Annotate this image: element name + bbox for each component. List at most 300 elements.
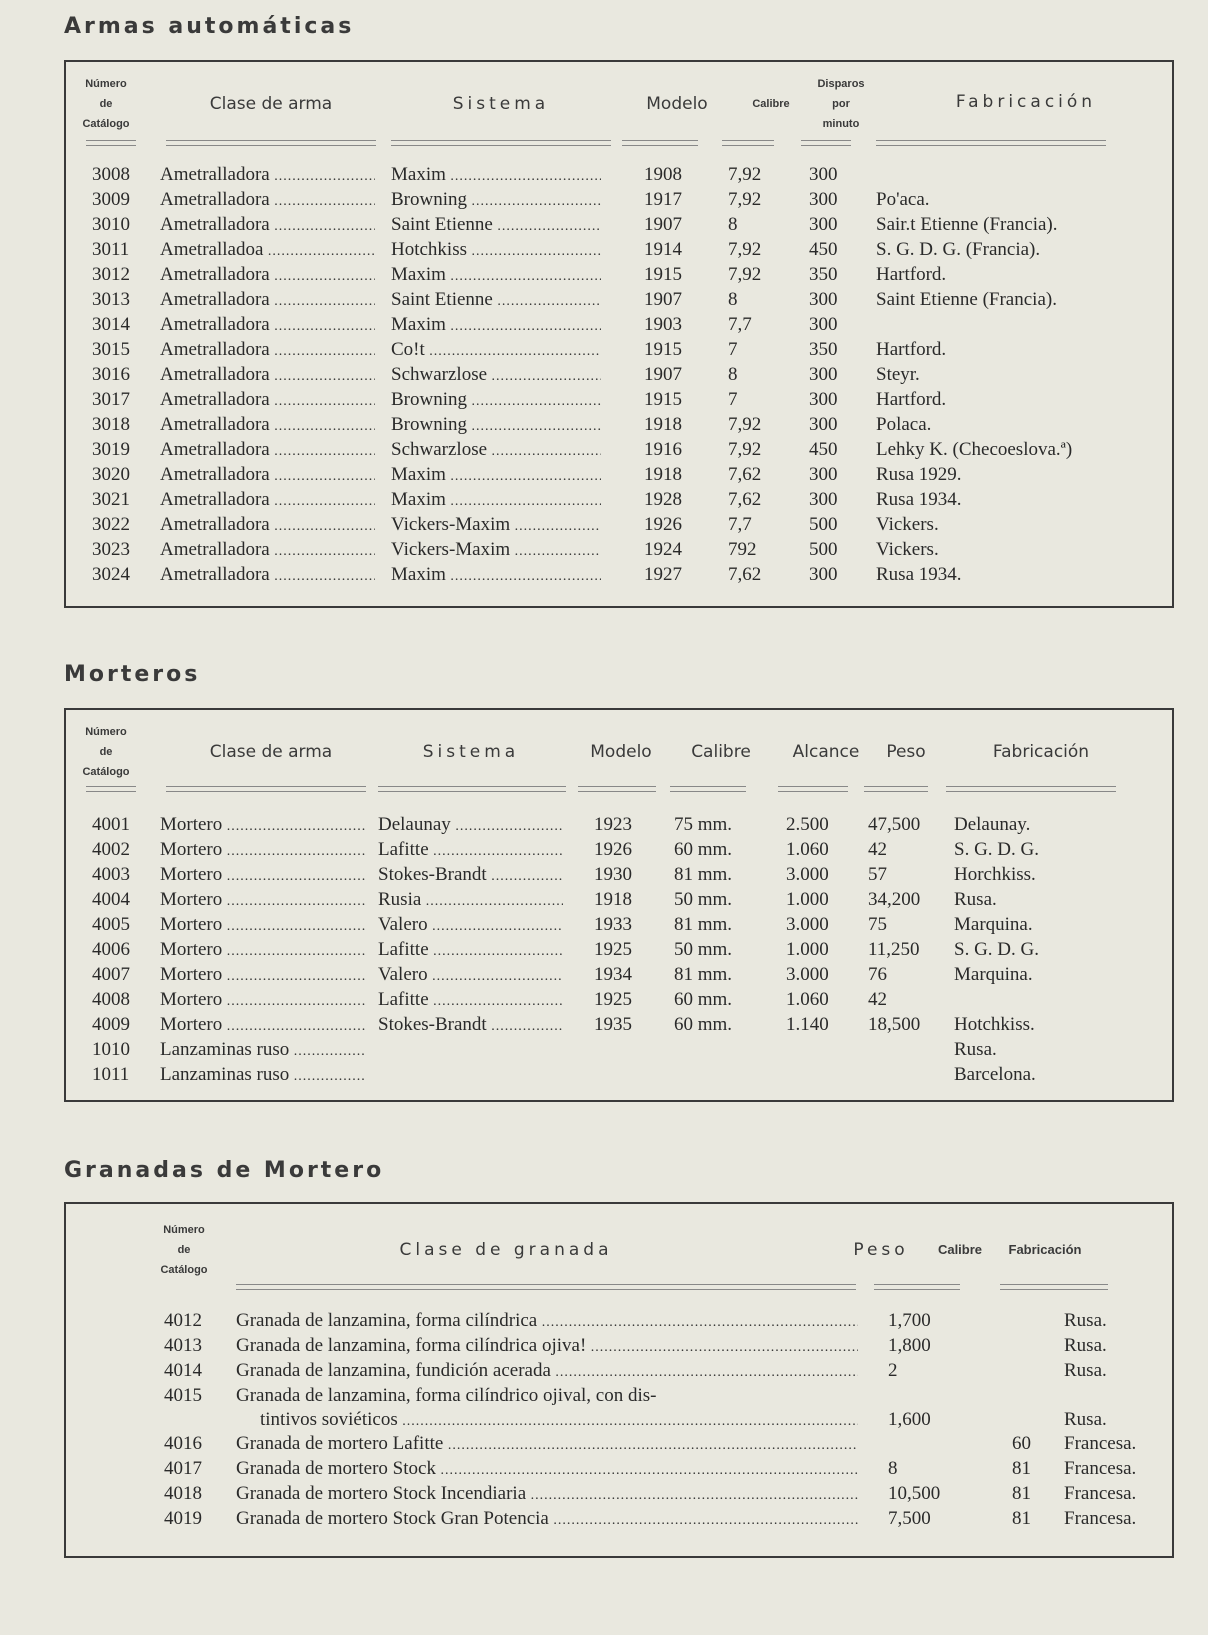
cell-peso: 34,200: [868, 889, 921, 910]
header-clase: Clase de granada: [399, 1240, 613, 1260]
header-calibre: Calibre: [691, 742, 751, 762]
cell-sistema: Lafitte .....: [378, 987, 563, 1014]
cell-sistema: Vickers-Maxim .....: [391, 537, 601, 564]
cell-fabricacion: Lehky K. (Checoeslova.ª): [876, 439, 1073, 460]
table-row: [66, 1431, 1172, 1456]
cell-clase-continuation: tintivos soviéticos .....: [260, 1407, 858, 1434]
cell-modelo: 1918: [594, 889, 632, 910]
cell-fabricacion: Marquina.: [954, 964, 1033, 985]
cell-clase: Ametralladora .....: [160, 562, 375, 589]
table-row: [66, 1012, 1172, 1037]
cell-sistema: Schwarzlose .....: [391, 437, 601, 464]
cell-fabricacion: Sair.t Etienne (Francia).: [876, 214, 1058, 235]
header-modelo: Modelo: [646, 94, 708, 114]
cell-fabricacion: Francesa.: [1064, 1483, 1137, 1504]
cell-fabricacion: Po'aca.: [876, 189, 930, 210]
cell-clase: Lanzaminas ruso .....: [160, 1062, 366, 1089]
cell-calibre: 60 mm.: [674, 989, 733, 1010]
cell-modelo: 1908: [644, 164, 682, 185]
cell-clase: Mortero .....: [160, 987, 366, 1014]
header-rule: [778, 786, 848, 792]
cell-fabricacion: Rusa 1934.: [876, 564, 962, 585]
cell-modelo: 1915: [644, 339, 682, 360]
cell-calibre: 7,92: [728, 189, 762, 210]
cell-fabricacion: Hotchkiss.: [954, 1014, 1035, 1035]
cell-disparos: 300: [809, 364, 838, 385]
table-row: [66, 162, 1172, 187]
table-row: [66, 362, 1172, 387]
cell-fabricacion: Steyr.: [876, 364, 920, 385]
table-row: [66, 462, 1172, 487]
cell-numero: 4001: [92, 814, 130, 835]
header-alcance: Alcance: [792, 742, 860, 762]
cell-calibre: 7,62: [728, 564, 762, 585]
cell-numero: 4003: [92, 864, 130, 885]
cell-sistema: Lafitte .....: [378, 837, 563, 864]
cell-alcance: 3.000: [786, 964, 829, 985]
cell-alcance: 3.000: [786, 914, 829, 935]
cell-clase: Mortero .....: [160, 1012, 366, 1039]
cell-modelo: 1930: [594, 864, 632, 885]
cell-sistema: Browning .....: [391, 187, 601, 214]
header-rule: [166, 786, 366, 792]
cell-sistema: Maxim .....: [391, 487, 601, 514]
cell-fabricacion: S. G. D. G.: [954, 839, 1039, 860]
cell-clase: Granada de lanzamina, fundición acerada .....: [236, 1358, 858, 1385]
cell-clase: Ametralladora .....: [160, 437, 375, 464]
cell-sistema: Stokes-Brandt .....: [378, 1012, 563, 1039]
cell-clase: Ametralladora .....: [160, 262, 375, 289]
cell-calibre: 7,92: [728, 439, 762, 460]
cell-fabricacion: Horchkiss.: [954, 864, 1036, 885]
table-row: [66, 1456, 1172, 1481]
header-numero: Número de Catálogo: [160, 1224, 208, 1276]
cell-fabricacion: Delaunay.: [954, 814, 1031, 835]
cell-disparos: 350: [809, 339, 838, 360]
cell-clase: Granada de lanzamina, forma cilíndrico ojival, con dis-: [236, 1385, 657, 1406]
cell-calibre: 7,92: [728, 239, 762, 260]
cell-calibre: 7,7: [728, 314, 752, 335]
header-rule: [670, 786, 746, 792]
cell-numero: 4009: [92, 1014, 130, 1035]
header-sistema: Sistema: [452, 94, 550, 114]
cell-sistema: Maxim .....: [391, 162, 601, 189]
header-rule: [722, 140, 774, 146]
cell-disparos: 300: [809, 389, 838, 410]
cell-peso: 8: [888, 1458, 898, 1479]
cell-numero: 3017: [92, 389, 130, 410]
header-fabricacion: Fabricación: [1008, 1242, 1082, 1257]
cell-sistema: Schwarzlose .....: [391, 362, 601, 389]
cell-alcance: 1.000: [786, 889, 829, 910]
cell-numero: 4015: [164, 1385, 202, 1406]
cell-numero: 3010: [92, 214, 130, 235]
cell-sistema: Saint Etienne .....: [391, 212, 601, 239]
header-rule: [86, 786, 136, 792]
table-row: [66, 212, 1172, 237]
header-rule: [876, 140, 1106, 146]
cell-calibre: 60 mm.: [674, 1014, 733, 1035]
cell-sistema: Delaunay .....: [378, 812, 563, 839]
cell-sistema: Valero .....: [378, 912, 563, 939]
table-row: [66, 1358, 1172, 1383]
cell-calibre: 81: [1012, 1483, 1031, 1504]
armas-rows: [66, 162, 1172, 587]
cell-sistema: Valero .....: [378, 962, 563, 989]
cell-numero: 3014: [92, 314, 130, 335]
cell-peso: 2: [888, 1360, 898, 1381]
cell-numero: 4019: [164, 1508, 202, 1529]
cell-calibre: 7: [728, 339, 738, 360]
cell-disparos: 300: [809, 414, 838, 435]
cell-sistema: Rusia .....: [378, 887, 563, 914]
cell-calibre: 7,62: [728, 464, 762, 485]
cell-disparos: 450: [809, 239, 838, 260]
cell-sistema: Co!t .....: [391, 337, 601, 364]
cell-calibre: 75 mm.: [674, 814, 733, 835]
cell-sistema: Maxim .....: [391, 562, 601, 589]
cell-calibre: 81: [1012, 1458, 1031, 1479]
cell-numero: 3022: [92, 514, 130, 535]
cell-calibre: 8: [728, 214, 738, 235]
cell-fabricacion: Francesa.: [1064, 1508, 1137, 1529]
header-rule: [166, 140, 376, 146]
cell-disparos: 300: [809, 489, 838, 510]
cell-alcance: 1.140: [786, 1014, 829, 1035]
cell-modelo: 1927: [644, 564, 682, 585]
header-peso: Peso: [853, 1240, 909, 1260]
cell-sistema: Maxim .....: [391, 312, 601, 339]
cell-clase: Mortero .....: [160, 937, 366, 964]
cell-modelo: 1926: [644, 514, 682, 535]
cell-fabricacion: Rusa.: [1064, 1409, 1107, 1430]
granadas-rows: [66, 1308, 1172, 1531]
cell-sistema: Maxim .....: [391, 262, 601, 289]
cell-modelo: 1907: [644, 364, 682, 385]
cell-modelo: 1918: [644, 464, 682, 485]
cell-clase: Ametralladora .....: [160, 512, 375, 539]
cell-fabricacion: S. G. D. G.: [954, 939, 1039, 960]
table-row: [66, 487, 1172, 512]
table-row: [66, 412, 1172, 437]
cell-sistema: Maxim .....: [391, 462, 601, 489]
cell-fabricacion: Barcelona.: [954, 1064, 1036, 1085]
cell-fabricacion: Francesa.: [1064, 1458, 1137, 1479]
cell-fabricacion: Polaca.: [876, 414, 932, 435]
cell-modelo: 1915: [644, 389, 682, 410]
cell-numero: 4018: [164, 1483, 202, 1504]
header-rule: [874, 1284, 960, 1290]
cell-clase: Ametralladoa .....: [160, 237, 375, 264]
cell-calibre: 8: [728, 364, 738, 385]
cell-clase: Granada de mortero Stock .....: [236, 1456, 858, 1483]
cell-alcance: 1.060: [786, 839, 829, 860]
cell-fabricacion: Hartford.: [876, 339, 947, 360]
header-rule: [1000, 1284, 1108, 1290]
cell-numero: 1011: [92, 1064, 130, 1085]
cell-calibre: 60: [1012, 1433, 1031, 1454]
cell-clase: Granada de lanzamina, forma cilíndrica ojiva! .....: [236, 1333, 858, 1360]
cell-numero: 4007: [92, 964, 130, 985]
cell-disparos: 300: [809, 464, 838, 485]
cell-clase: Ametralladora .....: [160, 312, 375, 339]
cell-numero: 4014: [164, 1360, 202, 1381]
table-row: [66, 1308, 1172, 1333]
table-row: [66, 512, 1172, 537]
cell-disparos: 300: [809, 214, 838, 235]
header-rule: [86, 140, 136, 146]
cell-peso: 57: [868, 864, 887, 885]
cell-clase: Mortero .....: [160, 962, 366, 989]
cell-numero: 3023: [92, 539, 130, 560]
cell-peso: 75: [868, 914, 887, 935]
cell-numero: 3013: [92, 289, 130, 310]
cell-disparos: 500: [809, 539, 838, 560]
cell-calibre: 7: [728, 389, 738, 410]
cell-alcance: 1.060: [786, 989, 829, 1010]
table-row: [66, 387, 1172, 412]
table-row: [66, 1481, 1172, 1506]
cell-calibre: 50 mm.: [674, 939, 733, 960]
cell-peso: 7,500: [888, 1508, 931, 1529]
header-modelo: Modelo: [590, 742, 652, 762]
table-row: [66, 1383, 1172, 1431]
cell-calibre: 81: [1012, 1508, 1031, 1529]
cell-modelo: 1914: [644, 239, 682, 260]
table-row: [66, 812, 1172, 837]
morteros-rows: [66, 812, 1172, 1087]
cell-sistema: Stokes-Brandt .....: [378, 862, 563, 889]
table-row: [66, 937, 1172, 962]
cell-fabricacion: Hartford.: [876, 389, 947, 410]
table-row: [66, 187, 1172, 212]
table-row: [66, 1506, 1172, 1531]
cell-numero: 3019: [92, 439, 130, 460]
cell-clase: Ametralladora .....: [160, 362, 375, 389]
cell-calibre: 81 mm.: [674, 864, 733, 885]
cell-clase: Mortero .....: [160, 812, 366, 839]
header-rule: [864, 786, 928, 792]
cell-modelo: 1925: [594, 939, 632, 960]
cell-modelo: 1926: [594, 839, 632, 860]
cell-sistema: Lafitte .....: [378, 937, 563, 964]
cell-clase: Mortero .....: [160, 837, 366, 864]
morteros-title: Morteros: [64, 662, 201, 687]
cell-modelo: 1935: [594, 1014, 632, 1035]
cell-numero: 4008: [92, 989, 130, 1010]
cell-sistema: Browning .....: [391, 412, 601, 439]
header-rule: [578, 786, 656, 792]
header-peso: Peso: [886, 742, 926, 762]
cell-clase: Mortero .....: [160, 887, 366, 914]
cell-clase: Granada de mortero Stock Incendiaria .....: [236, 1481, 858, 1508]
cell-fabricacion: Marquina.: [954, 914, 1033, 935]
cell-alcance: 3.000: [786, 864, 829, 885]
cell-modelo: 1907: [644, 214, 682, 235]
table-row: [66, 437, 1172, 462]
cell-clase: Ametralladora .....: [160, 337, 375, 364]
cell-numero: 3020: [92, 464, 130, 485]
cell-fabricacion: Rusa.: [954, 889, 997, 910]
cell-clase: Lanzaminas ruso .....: [160, 1037, 366, 1064]
cell-clase: Granada de mortero Stock Gran Potencia .....: [236, 1506, 858, 1533]
cell-alcance: 1.000: [786, 939, 829, 960]
cell-calibre: 7,92: [728, 164, 762, 185]
cell-disparos: 300: [809, 564, 838, 585]
cell-clase: Ametralladora .....: [160, 162, 375, 189]
cell-fabricacion: Saint Etienne (Francia).: [876, 289, 1057, 310]
cell-modelo: 1903: [644, 314, 682, 335]
morteros-table: [64, 708, 1174, 1102]
cell-clase: Mortero .....: [160, 912, 366, 939]
armas-title: Armas automáticas: [64, 14, 355, 39]
header-rule: [378, 786, 566, 792]
cell-calibre: 7,7: [728, 514, 752, 535]
cell-modelo: 1924: [644, 539, 682, 560]
table-row: [66, 287, 1172, 312]
cell-calibre: 792: [728, 539, 757, 560]
cell-sistema: Hotchkiss .....: [391, 237, 601, 264]
header-rule: [801, 140, 851, 146]
cell-numero: 4017: [164, 1458, 202, 1479]
table-row: [66, 1062, 1172, 1087]
cell-clase: Ametralladora .....: [160, 212, 375, 239]
table-row: [66, 1333, 1172, 1358]
header-clase: Clase de arma: [209, 94, 333, 114]
cell-disparos: 300: [809, 289, 838, 310]
table-row: [66, 962, 1172, 987]
cell-fabricacion: Vickers.: [876, 539, 939, 560]
cell-numero: 4004: [92, 889, 130, 910]
cell-peso: 18,500: [868, 1014, 921, 1035]
header-rule: [946, 786, 1116, 792]
cell-fabricacion: Francesa.: [1064, 1433, 1137, 1454]
cell-peso: 76: [868, 964, 887, 985]
table-row: [66, 562, 1172, 587]
cell-clase: Ametralladora .....: [160, 537, 375, 564]
cell-clase: Ametralladora .....: [160, 287, 375, 314]
cell-numero: 4012: [164, 1310, 202, 1331]
cell-calibre: 7,92: [728, 414, 762, 435]
cell-peso: 1,700: [888, 1310, 931, 1331]
cell-numero: 3024: [92, 564, 130, 585]
header-clase: Clase de arma: [209, 742, 333, 762]
cell-modelo: 1917: [644, 189, 682, 210]
cell-clase: Ametralladora .....: [160, 412, 375, 439]
cell-numero: 3021: [92, 489, 130, 510]
cell-clase: Ametralladora .....: [160, 462, 375, 489]
cell-alcance: 2.500: [786, 814, 829, 835]
cell-disparos: 300: [809, 189, 838, 210]
cell-sistema: Vickers-Maxim .....: [391, 512, 601, 539]
cell-disparos: 450: [809, 439, 838, 460]
cell-numero: 4002: [92, 839, 130, 860]
cell-modelo: 1933: [594, 914, 632, 935]
cell-calibre: 81 mm.: [674, 914, 733, 935]
table-row: [66, 312, 1172, 337]
table-row: [66, 887, 1172, 912]
cell-disparos: 300: [809, 164, 838, 185]
table-row: [66, 237, 1172, 262]
cell-peso: 42: [868, 839, 887, 860]
cell-clase: Ametralladora .....: [160, 187, 375, 214]
table-row: [66, 337, 1172, 362]
cell-modelo: 1915: [644, 264, 682, 285]
cell-calibre: 60 mm.: [674, 839, 733, 860]
table-row: [66, 987, 1172, 1012]
cell-calibre: 81 mm.: [674, 964, 733, 985]
cell-numero: 4016: [164, 1433, 202, 1454]
table-row: [66, 1037, 1172, 1062]
header-numero: Número de Catálogo: [82, 726, 130, 778]
cell-fabricacion: Rusa.: [1064, 1335, 1107, 1356]
cell-modelo: 1925: [594, 989, 632, 1010]
cell-disparos: 300: [809, 314, 838, 335]
cell-modelo: 1907: [644, 289, 682, 310]
cell-fabricacion: Rusa 1929.: [876, 464, 962, 485]
cell-fabricacion: Hartford.: [876, 264, 947, 285]
header-calibre: Calibre: [937, 1242, 983, 1257]
cell-modelo: 1918: [644, 414, 682, 435]
cell-clase: Granada de lanzamina, forma cilíndrica .....: [236, 1308, 858, 1335]
cell-fabricacion: Rusa.: [954, 1039, 997, 1060]
table-row: [66, 262, 1172, 287]
header-sistema: Sistema: [422, 742, 520, 762]
table-row: [66, 537, 1172, 562]
cell-clase: Granada de mortero Lafitte .....: [236, 1431, 858, 1458]
header-fabricacion: Fabricación: [992, 742, 1090, 762]
cell-numero: 1010: [92, 1039, 130, 1060]
cell-modelo: 1928: [644, 489, 682, 510]
header-disparos: Disparos por minuto: [817, 78, 865, 130]
cell-fabricacion: Rusa.: [1064, 1310, 1107, 1331]
cell-calibre: 7,62: [728, 489, 762, 510]
cell-calibre: 7,92: [728, 264, 762, 285]
cell-numero: 3008: [92, 164, 130, 185]
cell-numero: 3012: [92, 264, 130, 285]
granadas-table: [64, 1202, 1174, 1558]
cell-modelo: 1934: [594, 964, 632, 985]
cell-numero: 3011: [92, 239, 130, 260]
cell-numero: 3018: [92, 414, 130, 435]
cell-clase: Ametralladora .....: [160, 487, 375, 514]
cell-calibre: 50 mm.: [674, 889, 733, 910]
table-row: [66, 862, 1172, 887]
cell-peso: 1,600: [888, 1409, 931, 1430]
granadas-title: Granadas de Mortero: [64, 1158, 385, 1183]
cell-peso: 1,800: [888, 1335, 931, 1356]
header-rule: [391, 140, 611, 146]
cell-fabricacion: S. G. D. G. (Francia).: [876, 239, 1041, 260]
header-calibre: Calibre: [752, 98, 790, 110]
cell-fabricacion: Rusa 1934.: [876, 489, 962, 510]
cell-numero: 3009: [92, 189, 130, 210]
cell-numero: 4006: [92, 939, 130, 960]
cell-peso: 10,500: [888, 1483, 941, 1504]
cell-sistema: Saint Etienne .....: [391, 287, 601, 314]
cell-clase: Mortero .....: [160, 862, 366, 889]
cell-modelo: 1923: [594, 814, 632, 835]
cell-peso: 47,500: [868, 814, 921, 835]
header-numero: Número de Catálogo: [82, 78, 130, 130]
cell-peso: 11,250: [868, 939, 920, 960]
cell-modelo: 1916: [644, 439, 682, 460]
armas-table: [64, 60, 1174, 608]
table-row: [66, 837, 1172, 862]
cell-disparos: 500: [809, 514, 838, 535]
cell-sistema: Browning .....: [391, 387, 601, 414]
cell-fabricacion: Rusa.: [1064, 1360, 1107, 1381]
